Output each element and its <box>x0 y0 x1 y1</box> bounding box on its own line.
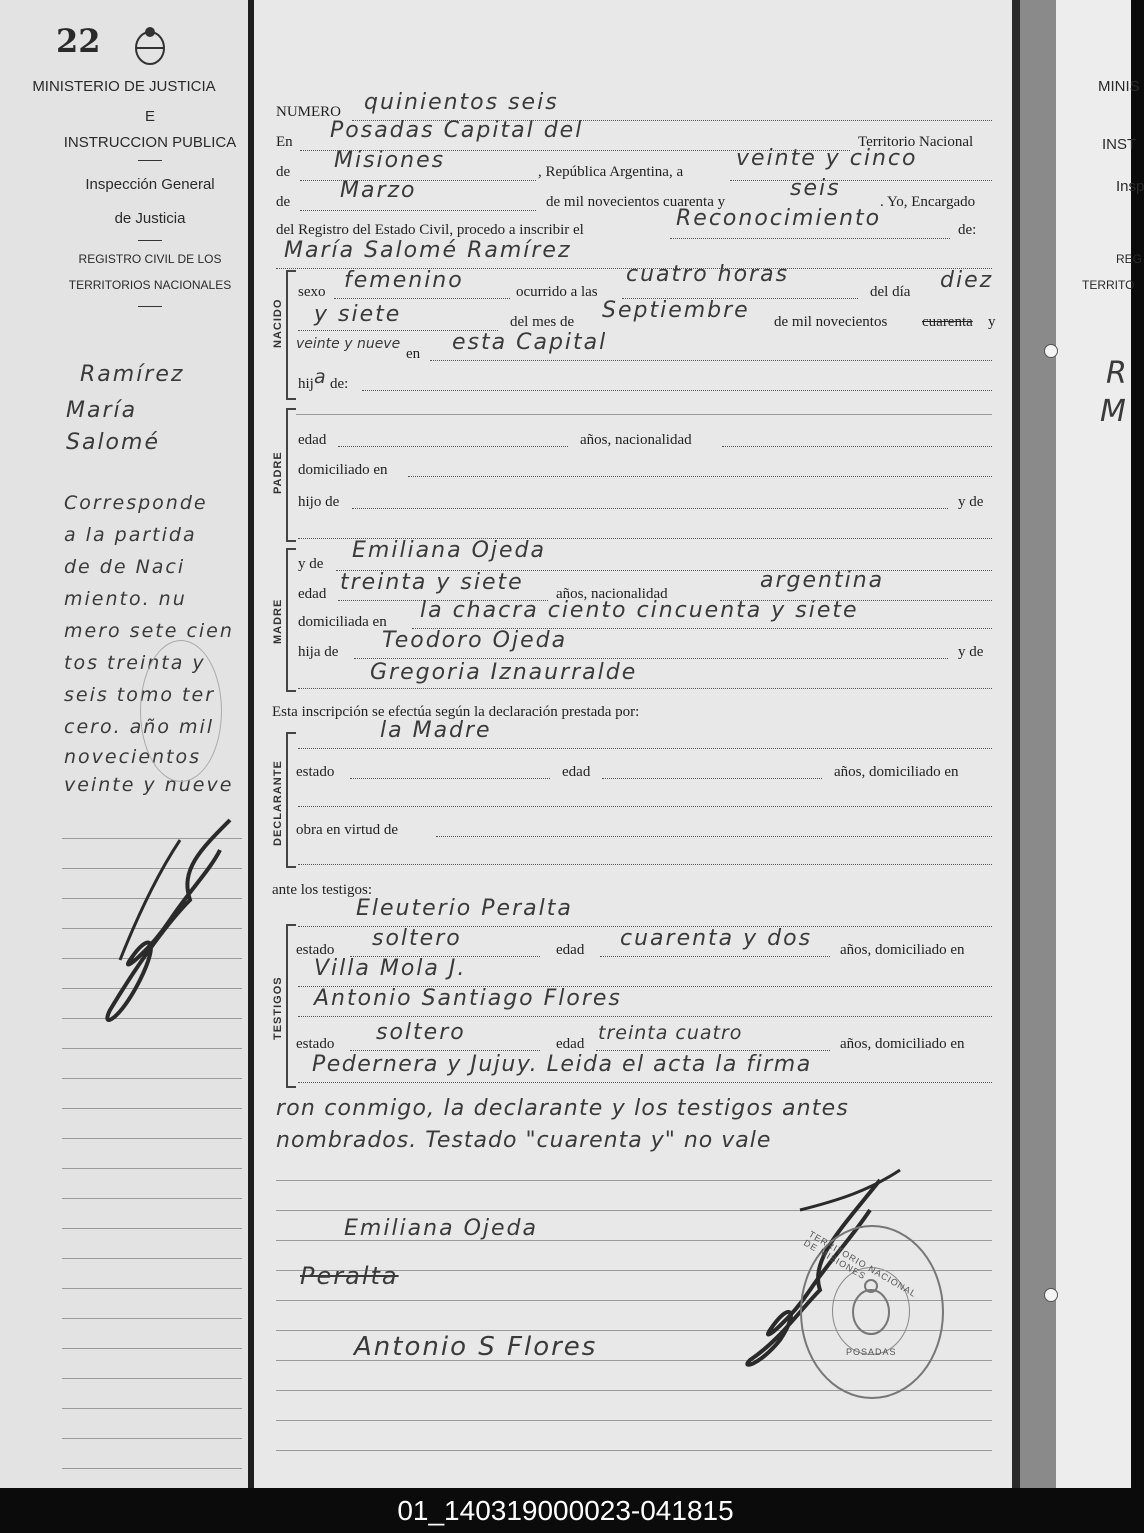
testigo1-estado-label: estado <box>296 942 335 958</box>
ministry-title-2: INSTRUCCION PUBLICA <box>63 134 237 151</box>
margin-note-2: a la partida <box>64 524 197 546</box>
padre-y-de-label: y de <box>958 494 984 510</box>
en-value: Posadas Capital del <box>330 118 584 143</box>
nacido-y-label: y <box>988 314 996 330</box>
testigo1-anios-label: años, domiciliado en <box>840 942 965 958</box>
next-page-line-1: MINIS <box>1098 78 1140 95</box>
next-page-line-2: INST <box>1102 136 1137 153</box>
padre-bracket <box>286 408 296 542</box>
nacido-en-label: en <box>406 346 421 362</box>
margin-note-9: novecientos <box>64 746 202 768</box>
closing-line-2: nombrados. Testado "cuarenta y" no vale <box>276 1128 772 1153</box>
stamp-inner-text: POSADAS <box>846 1347 897 1357</box>
dia-value: diez <box>940 268 994 293</box>
next-page-line-5: TERRITO <box>1082 278 1135 292</box>
coat-of-arms-icon <box>132 26 168 71</box>
persona-value: María Salomé Ramírez <box>284 238 572 263</box>
hijo-label: hij <box>298 376 314 392</box>
margin-rule-line <box>62 1348 242 1349</box>
padre-side-label: PADRE <box>272 451 284 494</box>
ocurrido-label: ocurrido a las <box>516 284 598 300</box>
stamp-outer-text: TERRITORIO NACIONAL DE MISIONES <box>802 1229 919 1299</box>
testigos-label: ante los testigos: <box>272 882 372 898</box>
margin-rule-line <box>62 1408 242 1409</box>
margin-rule-line <box>62 1108 242 1109</box>
margin-rule-line <box>62 1198 242 1199</box>
declarante-nombre: la Madre <box>380 718 492 743</box>
testigos-bracket <box>286 924 296 1088</box>
margin-rule-line <box>62 1258 242 1259</box>
anio-value: seis <box>790 176 841 201</box>
margin-note-6: tos treinta y <box>64 652 206 674</box>
inscribir-value: Reconocimiento <box>676 206 882 231</box>
margin-name-2: María <box>66 398 138 423</box>
anio-label: de mil novecientos cuarenta y <box>546 194 726 210</box>
declarante-estado-label: estado <box>296 764 335 780</box>
margin-rule-line <box>62 1288 242 1289</box>
margin-rule-line <box>62 1048 242 1049</box>
inspection-title-2: de Justicia <box>114 210 186 227</box>
madre-hija-label: hija de <box>298 644 339 660</box>
margin-name-1: Ramírez <box>80 362 185 387</box>
file-id: 01_140319000023-041815 <box>397 1495 734 1526</box>
next-page-peek <box>1056 0 1144 1488</box>
padre-hijo-label: hijo de <box>298 494 340 510</box>
de-label: de <box>276 164 291 180</box>
de3-label: de: <box>958 222 977 238</box>
margin-note-10: veinte y nueve <box>64 774 234 796</box>
testigo2-nombre: Antonio Santiago Flores <box>314 986 622 1011</box>
numero-label: NUMERO <box>276 104 342 120</box>
testigo1-nombre: Eleuterio Peralta <box>356 896 573 921</box>
margin-rule-line <box>62 1168 242 1169</box>
next-page-line-4: REG <box>1116 252 1143 266</box>
sexo-label: sexo <box>298 284 326 300</box>
testigo2-anios-label: años, domiciliado en <box>840 1036 965 1052</box>
madre-domicilio-value: la chacra ciento cincuenta y siete <box>420 598 859 623</box>
de-value: Misiones <box>334 148 446 173</box>
nacido-anio-printed: cuarenta <box>922 314 973 330</box>
margin-note-8: cero. año mil <box>64 716 215 738</box>
testigo2-estado: soltero <box>376 1020 466 1045</box>
testigo2-edad-label: edad <box>556 1036 585 1052</box>
madre-side-label: MADRE <box>272 598 284 644</box>
signature-madre: Emiliana Ojeda <box>344 1216 538 1241</box>
hijo-value: a <box>314 366 328 388</box>
margin-rule-line <box>62 1438 242 1439</box>
signature-rule-line <box>276 1450 992 1451</box>
nacido-anio-label: de mil novecientos <box>774 314 888 330</box>
madre-bracket <box>286 548 296 692</box>
ministry-conj: E <box>144 108 155 125</box>
left-margin <box>0 0 248 1488</box>
registro-label: del Registro del Estado Civil, procedo a inscribir el <box>276 222 584 238</box>
margin-note-7: seis tomo ter <box>64 684 216 706</box>
mes-label: del mes de <box>510 314 575 330</box>
signature-flores: Antonio S Flores <box>354 1332 598 1362</box>
signature-rule-line <box>276 1420 992 1421</box>
next-page-line-3: Insp <box>1116 178 1144 195</box>
madre-padre-value: Teodoro Ojeda <box>382 628 568 653</box>
declarante-anios-label: años, domiciliado en <box>834 764 959 780</box>
binding-ring-icon <box>1044 1288 1058 1302</box>
nacido-side-label: NACIDO <box>272 298 284 348</box>
margin-note-1: Corresponde <box>64 492 208 514</box>
madre-anios-label: años, nacionalidad <box>556 586 668 602</box>
margin-rule-line <box>62 1228 242 1229</box>
padre-anios-label: años, nacionalidad <box>580 432 692 448</box>
margin-name-3: Salomé <box>66 430 160 455</box>
declarante-obra-label: obra en virtud de <box>296 822 399 838</box>
numero-value: quinientos seis <box>364 90 559 115</box>
closing-line-1: ron conmigo, la declarante y los testigos antes <box>276 1096 850 1121</box>
margin-rule-line <box>62 1138 242 1139</box>
margin-rule-line <box>62 1318 242 1319</box>
madre-madre-value: Gregoria Iznaurralde <box>370 660 638 685</box>
next-page-name-2: M <box>1100 394 1128 429</box>
hijo-de-label: de: <box>330 376 349 392</box>
en-label: En <box>276 134 293 150</box>
inscripcion-label: Esta inscripción se efectúa según la declaración prestada por: <box>272 704 640 720</box>
testigo1-edad-label: edad <box>556 942 585 958</box>
sexo-value: femenino <box>344 268 464 293</box>
declarante-side-label: DECLARANTE <box>272 760 284 846</box>
inspection-title: Inspección General <box>85 176 215 193</box>
hora-value: cuatro horas <box>626 262 790 287</box>
declarante-edad-label: edad <box>562 764 591 780</box>
mes-value: Marzo <box>340 178 417 203</box>
testigos-side-label: TESTIGOS <box>272 976 284 1040</box>
madre-edad-label: edad <box>298 586 327 602</box>
margin-signature <box>80 810 250 1045</box>
margin-stamp <box>140 640 222 782</box>
registry-title-2: TERRITORIOS NACIONALES <box>68 278 232 292</box>
nacido-anio-value: veinte y nueve <box>296 336 401 352</box>
de2-label: de <box>276 194 291 210</box>
lugar-value: esta Capital <box>452 330 608 355</box>
margin-note-5: mero sete cien <box>64 620 234 642</box>
dia-label: del día <box>870 284 911 300</box>
page-number: 22 <box>56 22 101 60</box>
next-page-name-1: R <box>1106 356 1129 391</box>
official-stamp <box>800 1225 944 1399</box>
fecha-dia: veinte y cinco <box>736 146 918 171</box>
margin-rule-line <box>62 1078 242 1079</box>
madre-y-de-label: y de <box>298 556 324 572</box>
registry-title: REGISTRO CIVIL DE LOS <box>78 252 222 266</box>
binding-ring-icon <box>1044 344 1058 358</box>
margin-note-4: miento. nu <box>64 588 187 610</box>
madre-edad-value: treinta y siete <box>340 570 524 595</box>
republica-label: , República Argentina, a <box>538 164 684 180</box>
testigo1-edad: cuarenta y dos <box>620 926 813 951</box>
nacido-bracket <box>286 270 296 400</box>
madre-nacionalidad: argentina <box>760 568 885 593</box>
testigo2-estado-label: estado <box>296 1036 335 1052</box>
margin-rule-line <box>62 1378 242 1379</box>
binding-edge <box>1012 0 1056 1488</box>
padre-domicilio-label: domiciliado en <box>298 462 388 478</box>
madre-nombre: Emiliana Ojeda <box>352 538 546 563</box>
file-id-footer <box>0 1488 1131 1533</box>
declarante-bracket <box>286 732 296 868</box>
madre-domicilio-label: domiciliada en <box>298 614 387 630</box>
margin-rule-line <box>62 1468 242 1469</box>
encargado-label: . Yo, Encargado <box>880 194 976 210</box>
ministry-title: MINISTERIO DE JUSTICIA <box>32 78 216 95</box>
testigo2-edad: treinta cuatro <box>598 1022 743 1044</box>
testigo2-domicilio: Pedernera y Jujuy. Leida el acta la firma <box>312 1052 812 1077</box>
dia-value-2: y siete <box>314 302 402 327</box>
nacido-mes-value: Septiembre <box>602 298 750 323</box>
madre-y-de-label-2: y de <box>958 644 984 660</box>
signature-peralta: Peralta <box>300 1262 399 1290</box>
padre-edad-label: edad <box>298 432 327 448</box>
territorio-label: Territorio Nacional <box>858 134 974 150</box>
margin-note-3: de de Naci <box>64 556 186 578</box>
testigo1-estado: soltero <box>372 926 462 951</box>
testigo1-domicilio: Villa Mola J. <box>314 956 467 981</box>
